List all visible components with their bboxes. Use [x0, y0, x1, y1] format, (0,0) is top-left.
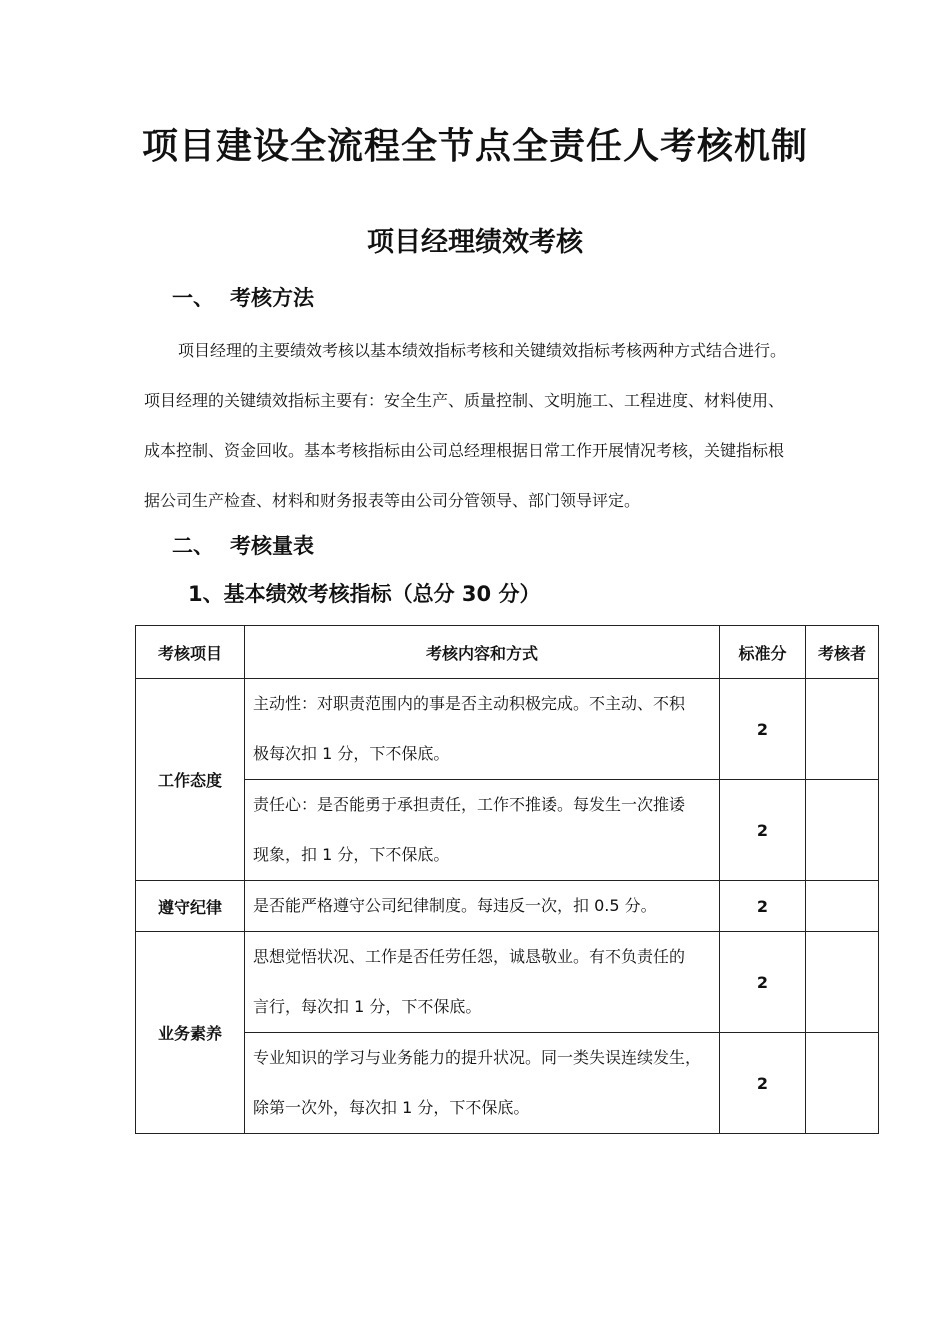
paragraph-line: 成本控制、资金回收。基本考核指标由公司总经理根据日常工作开展情况考核，关键指标根 — [144, 441, 785, 460]
score-cell: 2 — [720, 679, 806, 780]
header-content: 考核内容和方式 — [245, 626, 720, 679]
assessor-cell — [806, 932, 879, 1033]
content-line: 思想觉悟状况、工作是否任劳任怨，诚恳敬业。有不负责任的 — [253, 947, 686, 966]
content-cell — [245, 1033, 720, 1134]
table-row — [136, 881, 879, 932]
content-cell — [245, 881, 720, 932]
content-line: 责任心：是否能勇于承担责任，工作不推诿。每发生一次推诿 — [253, 795, 686, 814]
paragraph-line: 项目经理的关键绩效指标主要有：安全生产、质量控制、文明施工、工程进度、材料使用、 — [144, 391, 785, 410]
content-line: 言行，每次扣 1 分，下不保底。 — [253, 997, 482, 1016]
category-cell: 业务素养 — [136, 932, 245, 1134]
content-line: 主动性：对职责范围内的事是否主动积极完成。不主动、不积 — [253, 694, 686, 713]
content-line: 是否能严格遵守公司纪律制度。每违反一次，扣 0.5 分。 — [253, 896, 657, 915]
paragraph-line: 项目经理的主要绩效考核以基本绩效指标考核和关键绩效指标考核两种方式结合进行。 — [178, 341, 787, 360]
category-cell: 遵守纪律 — [136, 881, 245, 932]
score-cell: 2 — [720, 881, 806, 932]
section-number: 二、 — [172, 534, 214, 558]
content-cell — [245, 780, 720, 881]
section-title: 考核量表 — [230, 534, 314, 558]
assessor-cell — [806, 881, 879, 932]
content-line: 现象，扣 1 分，下不保底。 — [253, 845, 450, 864]
section-heading-scale — [172, 530, 314, 560]
header-score: 标准分 — [720, 626, 806, 679]
section-title: 考核方法 — [230, 286, 314, 310]
category-cell: 工作态度 — [136, 679, 245, 881]
assessment-table — [135, 625, 879, 1134]
score-cell: 2 — [720, 780, 806, 881]
table-row — [136, 932, 879, 1033]
document-title: 项目建设全流程全节点全责任人考核机制 — [141, 126, 808, 167]
assessor-cell — [806, 780, 879, 881]
subsection-heading: 1、基本绩效考核指标（总分 30 分） — [188, 582, 541, 606]
content-cell — [245, 679, 720, 780]
content-line: 除第一次外，每次扣 1 分，下不保底。 — [253, 1098, 530, 1117]
header-item: 考核项目 — [136, 626, 245, 679]
content-cell — [245, 932, 720, 1033]
content-line: 专业知识的学习与业务能力的提升状况。同一类失误连续发生， — [253, 1048, 702, 1067]
table-header-row — [136, 626, 879, 679]
score-cell: 2 — [720, 1033, 806, 1134]
table-row — [136, 679, 879, 780]
table-row — [136, 780, 879, 881]
paragraph-line: 据公司生产检查、材料和财务报表等由公司分管领导、部门领导评定。 — [144, 491, 641, 510]
section-heading-method — [172, 282, 314, 312]
content-line: 极每次扣 1 分，下不保底。 — [253, 744, 450, 763]
table-row — [136, 1033, 879, 1134]
section-number: 一、 — [172, 286, 214, 310]
assessor-cell — [806, 679, 879, 780]
document-subtitle: 项目经理绩效考核 — [367, 227, 583, 258]
score-cell: 2 — [720, 932, 806, 1033]
assessor-cell — [806, 1033, 879, 1134]
header-assessor: 考核者 — [806, 626, 879, 679]
